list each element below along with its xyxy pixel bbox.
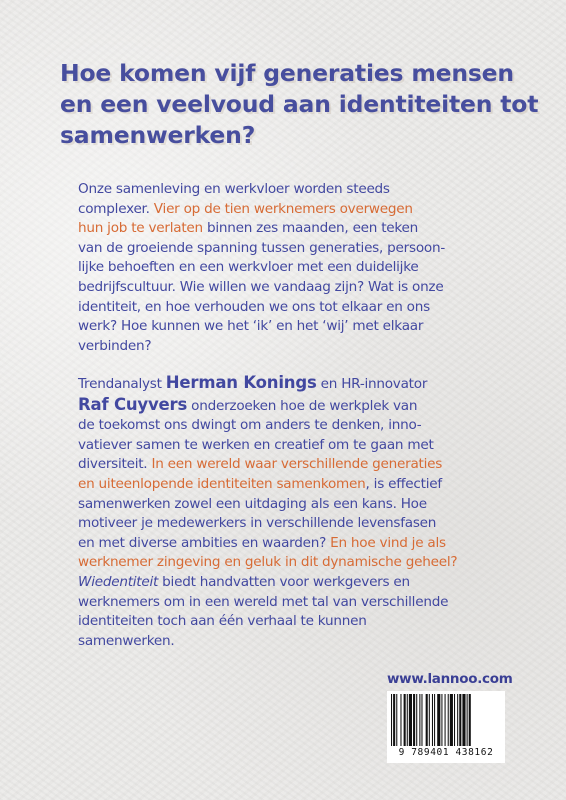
body-text: en met diverse ambities en waarden?: [78, 534, 331, 551]
barcode-bar: [419, 694, 420, 746]
text-line: [78, 395, 518, 417]
description-paragraph-1: [78, 180, 518, 356]
barcode-bars: [387, 691, 505, 749]
body-text: identiteit, en hoe verhouden we ons tot elkaar en ons: [78, 298, 430, 315]
body-text: binnen zes maanden, een teken: [202, 220, 419, 237]
barcode-bar: [400, 694, 401, 746]
text-line: [78, 495, 518, 515]
barcode-bar: [391, 694, 392, 746]
headline-line: samenwerken?: [60, 121, 256, 149]
isbn-number: 9 789401 438162: [387, 747, 505, 758]
text-line: [78, 180, 518, 200]
text-line: [78, 298, 518, 318]
highlight-text: werknemer zingeving en geluk in dit dynamische geheel?: [78, 554, 458, 571]
highlight-text: In een wereld waar verschillende generaties: [151, 456, 443, 473]
barcode-bar: [413, 694, 415, 746]
barcode-bar: [393, 694, 395, 746]
barcode-bar: [467, 694, 468, 746]
highlight-text: hun job te verlaten: [78, 220, 203, 237]
barcode-bar: [404, 694, 406, 746]
headline-line: en een veelvoud aan identiteiten tot: [60, 90, 539, 118]
book-title: Wiedentiteit: [78, 573, 159, 590]
text-line: [78, 534, 518, 554]
barcode-bar: [454, 694, 455, 746]
body-text: bedrijfscultuur. Wie willen we vandaag zijn? Wat is onze: [78, 278, 444, 295]
text-line: [78, 475, 518, 495]
body-text: identiteiten toch aan één verhaal te kunnen: [78, 613, 367, 630]
barcode-bar: [409, 694, 412, 746]
barcode-bar: [448, 694, 449, 746]
description-paragraph-2: [78, 373, 518, 651]
author-name: Herman Konings: [165, 373, 317, 392]
text-line: [78, 337, 518, 357]
author-name: Raf Cuyvers: [78, 394, 188, 414]
isbn-barcode: [387, 691, 505, 763]
body-text: diversiteit.: [78, 456, 152, 473]
barcode-bar: [469, 694, 471, 746]
body-text: Trendanalyst: [78, 376, 166, 392]
body-text: samenwerken zowel een uitdaging als een kans. Hoe: [78, 495, 427, 512]
body-text: en HR-innovator: [316, 376, 428, 392]
highlight-text: Vier op de tien werknemers overwegen: [153, 200, 413, 217]
highlight-text: en uiteenlopende identiteiten samenkomen: [78, 475, 366, 492]
barcode-bar: [432, 694, 433, 746]
text-line: [78, 632, 518, 652]
text-line: [78, 573, 518, 593]
headline: [60, 58, 539, 151]
body-text: van de groeiende spanning tussen generaties, persoon-: [78, 239, 445, 256]
text-line: [78, 317, 518, 337]
text-line: [78, 553, 518, 573]
body-text: werknemers om in een wereld met tal van verschillende: [78, 593, 449, 610]
headline-line: Hoe komen vijf generaties mensen: [60, 59, 514, 87]
barcode-bar: [445, 694, 446, 746]
body-text: onderzoeken hoe de werkplek van: [187, 397, 418, 414]
text-line: [78, 200, 518, 220]
barcode-bar: [437, 694, 440, 746]
text-line: [78, 258, 518, 278]
text-line: [78, 455, 518, 475]
body-text: de toekomst ons dwingt om anders te denken, inno-: [78, 417, 422, 434]
barcode-bar: [441, 694, 442, 746]
body-text: lijke behoeften en een werkvloer met een duidelijke: [78, 259, 419, 276]
barcode-bar: [450, 694, 453, 746]
barcode-bar: [434, 694, 435, 746]
barcode-bar: [396, 694, 397, 746]
body-text: , is effectief: [365, 475, 442, 492]
body-text: verbinden?: [78, 337, 152, 354]
text-line: [78, 436, 518, 456]
text-line: [78, 514, 518, 534]
text-line: [78, 239, 518, 259]
body-text: motiveer je medewerkers in verschillende levensfasen: [78, 515, 437, 532]
body-text: complexer.: [78, 200, 154, 217]
barcode-bar: [459, 694, 461, 746]
barcode-bar: [416, 694, 417, 746]
barcode-bar: [426, 694, 428, 746]
barcode-bar: [429, 694, 430, 746]
text-line: [78, 416, 518, 436]
body-text: samenwerken.: [78, 632, 175, 649]
text-line: [78, 593, 518, 613]
text-line: [78, 219, 518, 239]
text-line: [78, 373, 518, 395]
barcode-bar: [407, 694, 408, 746]
body-text: vatiever samen te werken en creatief om te gaan met: [78, 436, 434, 453]
body-text: werk? Hoe kunnen we het ‘ik’ en het ‘wij’ met elkaar: [78, 318, 424, 335]
barcode-bar: [421, 694, 422, 746]
highlight-text: En hoe vind je als: [330, 534, 446, 551]
publisher-url[interactable]: www.lannoo.com: [387, 671, 513, 687]
body-text: biedt handvatten voor werkgevers en: [158, 573, 410, 590]
body-text: Onze samenleving en werkvloer worden steeds: [78, 181, 390, 197]
text-line: [78, 278, 518, 298]
text-line: [78, 612, 518, 632]
barcode-bar: [462, 694, 465, 746]
barcode-bar: [457, 694, 458, 746]
